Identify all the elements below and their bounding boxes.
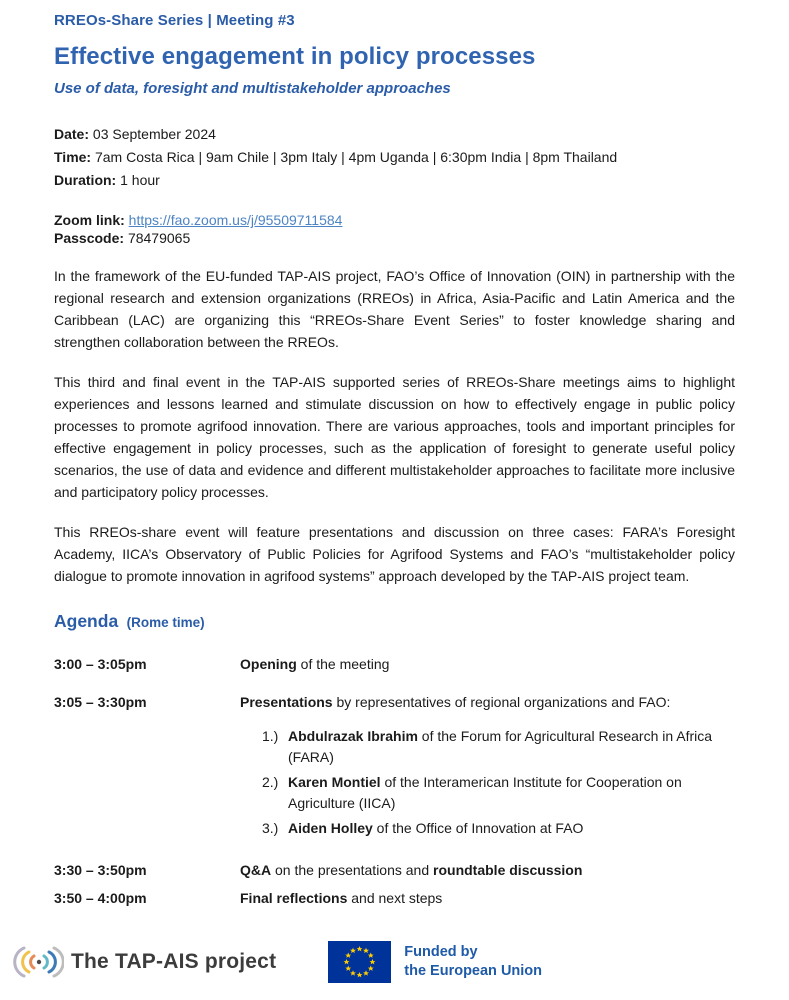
agenda-description: Presentations by representatives of regional organizations and FAO: xyxy=(240,694,671,710)
agenda-row-final xyxy=(54,888,735,909)
event-description-paragraph: This third and final event in the TAP-AIS supported series of RREOs-Share meetings aims to highlight experiences and lessons learned and stimulate discussion on how to effectively engage in public policy processes to promote agrifood innovation. There are various approaches, tools and important principles for effective engagement in policy processes, such as the application of foresight to generate useful policy scenarios, the use of data and evidence and different multistakeholder approaches to facilitate more inclusive and participatory policy processes. xyxy=(54,374,735,500)
agenda-time: 3:30 – 3:50pm xyxy=(54,862,147,878)
speaker-item xyxy=(262,772,735,814)
eu-funding-text xyxy=(404,943,542,981)
agenda-heading xyxy=(54,611,735,632)
date-line: Date: 03 September 2024 xyxy=(54,126,216,142)
cases-paragraph: This RREOs-share event will feature presentations and discussion on three cases: FARA’s Foresight Academy, IICA’s Observatory of Public Policies for Agrifood Systems and FAO’s “multistakeholder policy dialogue to promote innovation in agrifood systems” approach developed by the TAP-AIS project team. xyxy=(54,524,735,584)
agenda-row-presentations xyxy=(54,692,735,713)
agenda-description: Q&A on the presentations and roundtable discussion xyxy=(240,862,583,878)
funded-by-line: Funded by xyxy=(404,944,478,960)
speaker-list xyxy=(262,726,735,839)
zoom-link[interactable]: https://fao.zoom.us/j/95509711584 xyxy=(128,212,343,228)
tap-ais-logo-icon xyxy=(10,940,64,984)
zoom-link-line xyxy=(54,211,735,229)
agenda-title: Agenda xyxy=(54,611,119,631)
speaker-text: Abdulrazak Ibrahim of the Forum for Agricultural Research in Africa (FARA) xyxy=(288,728,713,765)
duration-line: Duration: 1 hour xyxy=(54,172,160,188)
passcode-line: Passcode: 78479065 xyxy=(54,230,191,246)
intro-paragraph: In the framework of the EU-funded TAP-AIS project, FAO’s Office of Innovation (OIN) in partnership with the regional research and extension organizations (RREOs) in Africa, Asia-Pacific and Latin America and the Caribbean (LAC) are organizing this “RREOs-Share Event Series” to foster knowledge sharing and strengthen collaboration between the RREOs. xyxy=(54,268,735,350)
speaker-text: Karen Montiel of the Interamerican Institute for Cooperation on Agriculture (IICA) xyxy=(288,774,682,811)
speaker-item xyxy=(262,726,735,768)
eu-funding-block xyxy=(328,941,542,983)
agenda-time: 3:05 – 3:30pm xyxy=(54,694,147,710)
speaker-text: Aiden Holley of the Office of Innovation at FAO xyxy=(288,820,584,836)
series-line: RREOs-Share Series | Meeting #3 xyxy=(54,12,295,29)
page-subtitle: Use of data, foresight and multistakeholder approaches xyxy=(54,80,451,97)
speaker-number: 2.) xyxy=(262,774,279,790)
european-union-line: the European Union xyxy=(404,963,543,979)
agenda-row-opening xyxy=(54,654,735,675)
speaker-item xyxy=(262,818,735,839)
time-line: Time: 7am Costa Rica | 9am Chile | 3pm Italy | 4pm Uganda | 6:30pm India | 8pm Thailand xyxy=(54,149,618,165)
agenda-row-qa xyxy=(54,860,735,881)
speaker-number: 1.) xyxy=(262,728,279,744)
eu-flag-icon xyxy=(328,941,391,983)
tap-ais-logo xyxy=(10,940,276,984)
page-title: Effective engagement in policy processes xyxy=(54,43,536,70)
footer xyxy=(10,940,739,984)
agenda-time: 3:00 – 3:05pm xyxy=(54,656,147,672)
agenda-description: Opening of the meeting xyxy=(240,656,390,672)
agenda-time: 3:50 – 4:00pm xyxy=(54,890,147,906)
agenda-description: Final reflections and next steps xyxy=(240,890,443,906)
agenda-timezone-note: (Rome time) xyxy=(126,615,205,630)
event-details xyxy=(54,123,735,192)
zoom-block xyxy=(54,211,735,247)
speaker-number: 3.) xyxy=(262,820,279,836)
zoom-link-label: Zoom link: xyxy=(54,212,129,228)
tap-ais-logo-text: The TAP-AIS project xyxy=(71,950,277,973)
